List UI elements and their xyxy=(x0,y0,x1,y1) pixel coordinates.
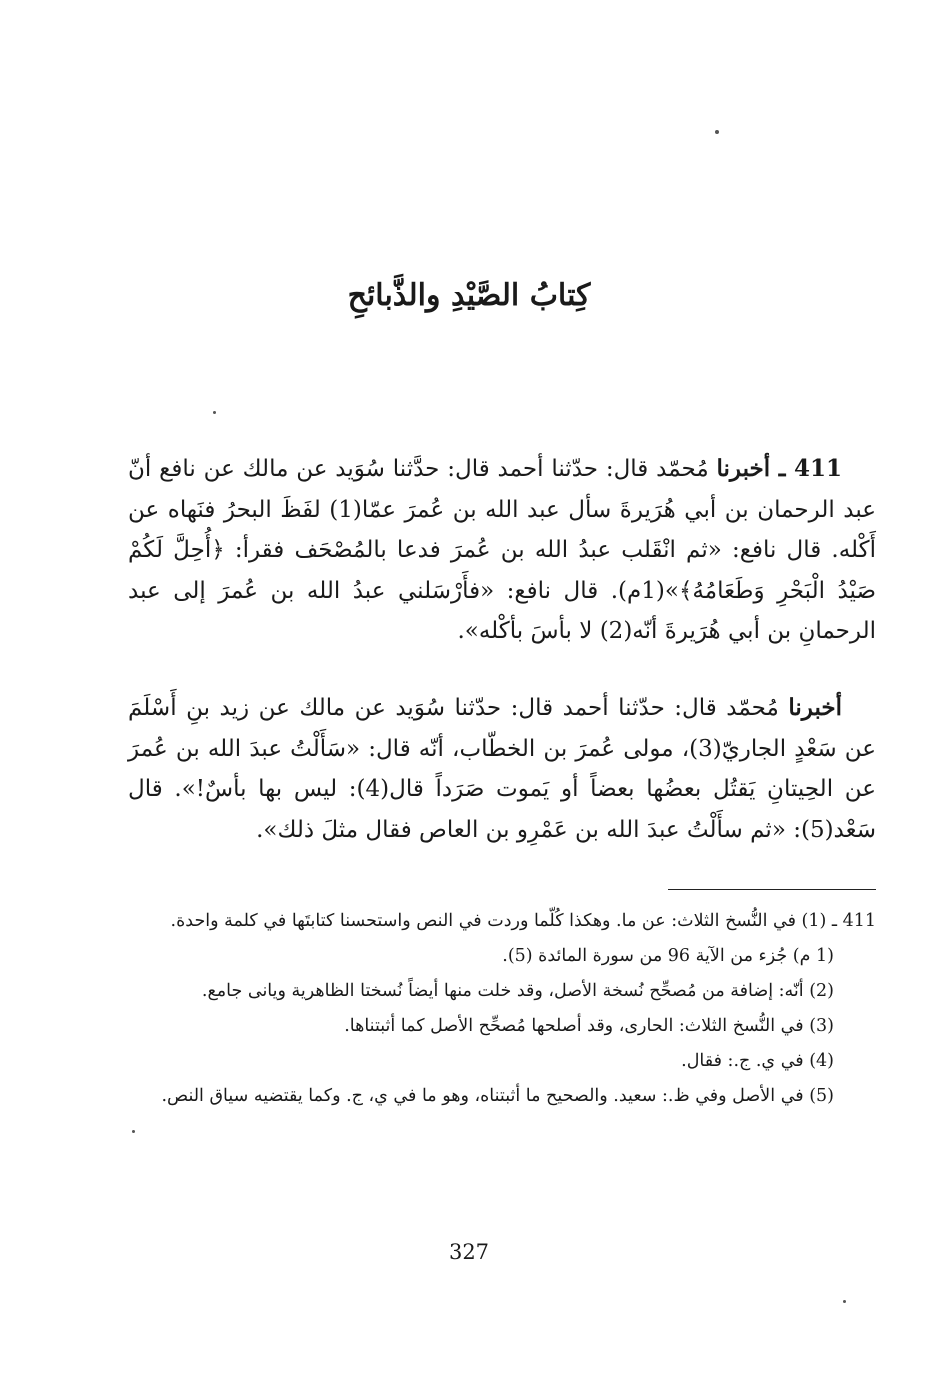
footnote: (5) في الأصل وفي ظ.: سعيد. والصحيح ما أثبتناه، وهو ما في ي، ج. وكما يقتضيه سياق النص. xyxy=(161,1086,834,1106)
page-number: 327 xyxy=(448,1240,490,1264)
footnote: (4) في ي. ج.: فقال. xyxy=(681,1051,834,1071)
footnote: (2) أنّه: إضافة من مُصحِّح نُسخة الأصل، وقد خلت منها أيضاً نُسختا الظاهرية ويانى جامع. xyxy=(201,981,834,1001)
hadith-text: مُحمّد قال: حدّثنا أحمد قال: حدّثنا سُوَيد عن مالك عن زيد بنِ أَسْلَمَ عن سَعْدٍ الجاريّ(3)، مولى عُمرَ بن الخطّاب، أنّه قال: «سَأَلْتُ عبدَ الله بن عُمرَ عن الحِيتانِ يَقتُل بعضُها بعضاً أو يَموت صَرَداً قال(4): ليس بها بأسٌ!». قال سَعْد(5): «ثم سأَلْتُ عبدَ الله بن عَمْرِو بن العاص فقال مثلَ ذلك». xyxy=(128,695,876,843)
hadith-number-lead: 411 ـ أخبرنا xyxy=(716,455,842,482)
hadith-lead: أخبرنا xyxy=(788,694,843,721)
hadith-paragraph-second xyxy=(128,688,876,850)
footnote: 411 ـ (1) في النُّسخ الثلاث: عن ما. وهكذا كُلّما وردت في النص واستحسنا كتابتَها في كلمة واحدة. xyxy=(170,911,876,931)
scan-speck xyxy=(843,1300,846,1303)
scan-speck xyxy=(132,1130,135,1133)
footnote-separator xyxy=(668,889,876,890)
footnotes xyxy=(128,905,876,1115)
chapter-title: كِتابُ الصَّيْدِ والذَّبائحِ xyxy=(347,278,591,313)
hadith-paragraph-411 xyxy=(128,449,876,652)
footnote: (1 م) جُزء من الآية 96 من سورة المائدة (5). xyxy=(502,946,834,966)
hadith-text: مُحمّد قال: حدّثنا أحمد قال: حدَّثنا سُوَيد عن مالك عن نافع أنّ عبد الرحمان بن أبي هُرَيرةَ سأل عبد الله بن عُمرَ عمّا(1) لفَظَ البحرُ فنَهاه عن أَكْله. قال نافع: «ثم انْقَلب عبدُ الله بن عُمرَ فدعا بالمُصْحَف فقرأ: ﴿أُحِلَّ لَكُمْ صَيْدُ الْبَحْرِ وَطَعَامُهُ﴾»(1م). قال نافع: «فأَرْسَلني عبدُ الله بن عُمرَ إلى عبد الرحمانِ بن أبي هُرَيرةَ أنّه(2) لا بأسَ بأكْله». xyxy=(128,456,876,644)
scan-speck xyxy=(715,130,719,134)
footnote: (3) في النُّسخ الثلاث: الحارى، وقد أصلحها مُصحِّح الأصل كما أثبتناها. xyxy=(344,1016,834,1036)
scan-speck xyxy=(213,411,216,414)
